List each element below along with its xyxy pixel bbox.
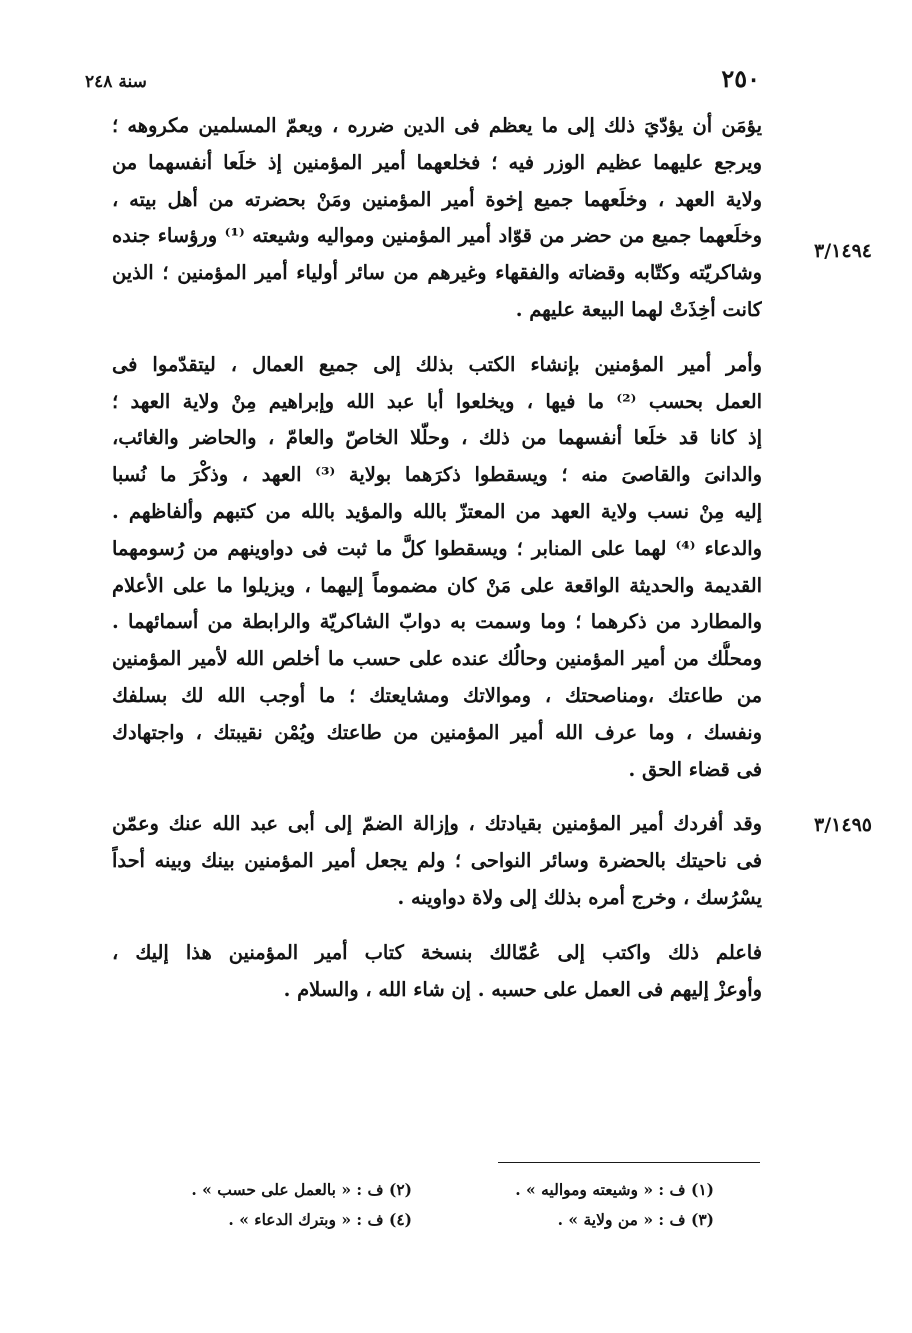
footnote: (١) ف : « وشيعته ومواليه » .	[515, 1180, 714, 1199]
text-line: فاعلم ذلك واكتب إلى عُمّالك بنسخة كتاب أمير المؤمنين هذا إليك ،	[112, 940, 762, 964]
paragraph	[112, 806, 762, 916]
text-line: وخلَعهما جميع من حضر من قوّاد أمير المؤمنين ومواليه وشيعته ⁽¹⁾ ورؤساء جنده	[112, 224, 762, 248]
paragraph	[112, 935, 762, 1009]
text-line: القديمة والحديثة الواقعة على مَنْ كان مضموماً إليهما ، ويزيلوا ما على الأعلام	[112, 573, 762, 597]
paragraph	[112, 347, 762, 789]
margin-reference: ٣/١٤٩٥	[814, 814, 872, 836]
text-line: ونفسك ، وما عرف الله أمير المؤمنين من طاعتك ويُمْن نقيبتك ، واجتهادك	[112, 720, 762, 744]
paragraph	[112, 108, 762, 329]
text-line: من طاعتك ،ومناصحتك ، وموالاتك ومشايعتك ؛ ما أوجب الله لك بسلفك	[112, 683, 762, 707]
running-header-year: سنة ٢٤٨	[85, 72, 147, 92]
text-line: ومحلُّك من أمير المؤمنين وحالُك عنده على حسب ما أخلص الله لأمير المؤمنين	[112, 647, 762, 671]
text-line: ويرجع عليهما عظيم الوزر فيه ؛ فخلعهما أمير المؤمنين إذ خلَعا أنفسهما من	[112, 150, 762, 174]
margin-reference: ٣/١٤٩٤	[814, 240, 872, 262]
text-line: يسْرُسك ، وخرج أمره بذلك إلى ولاة دواوينه .	[397, 885, 762, 909]
text-line: والمطارد من ذكرهما ؛ وما وسمت به دوابّ الشاكريّة والرابطة من أسمائهما .	[112, 610, 762, 634]
text-line: فى ناحيتك بالحضرة وسائر النواحى ؛ ولم يجعل أمير المؤمنين بينك وبينه أحداً	[112, 849, 762, 873]
text-line: ولاية العهد ، وخلَعهما جميع إخوة أمير المؤمنين ومَنْ بحضرته من أهل بيته ،	[112, 187, 762, 211]
text-line: فى قضاء الحق .	[628, 757, 762, 781]
text-line: وقد أفردك أمير المؤمنين بقيادتك ، وإزالة الضمّ إلى أبى عبد الله عنك وعمّن	[112, 812, 762, 836]
text-line: وأوعزْ إليهم فى العمل على حسبه . إن شاء الله ، والسلام .	[283, 977, 762, 1001]
text-line: العمل بحسب ⁽²⁾ ما فيها ، ويخلعوا أبا عبد الله وإبراهيم مِنْ ولاية العهد ؛	[112, 389, 762, 413]
footnote-divider	[498, 1162, 760, 1163]
page-number: ٢٥٠	[721, 64, 760, 93]
text-line: إليه مِنْ نسب ولاية العهد من المعتزّ بالله والمؤيد بالله من كتبهم وألفاظهم .	[112, 499, 762, 523]
paragraph-gap	[112, 788, 762, 806]
paragraph-gap	[112, 917, 762, 935]
paragraph-gap	[112, 329, 762, 347]
text-line: والدعاء ⁽⁴⁾ لهما على المنابر ؛ ويسقطوا كلَّ ما ثبت فى دواوينهم من رُسومهما	[112, 536, 762, 560]
text-line: إذ كانا قد خلَعا أنفسهما من ذلك ، وحلّلا الخاصّ والعامّ ، والحاضر والغائب،	[112, 426, 762, 450]
text-line: يؤمَن أن يؤدّيَ ذلك إلى ما يعظم فى الدين ضرره ، ويعمّ المسلمين مكروهه ؛	[112, 114, 762, 137]
text-line: وشاكريّته وكتّابه وقضاته والفقهاء وغيرهم من سائر أولياء أمير المؤمنين ؛ الذين	[112, 261, 762, 285]
text-line: كانت أخِذَتْ لهما البيعة عليهم .	[515, 297, 762, 321]
text-line: وأمر أمير المؤمنين بإنشاء الكتب بذلك إلى جميع العمال ، ليتقدّموا فى	[112, 352, 762, 376]
main-text	[112, 108, 762, 1008]
footnote: (٢) ف : « بالعمل على حسب » .	[191, 1180, 412, 1199]
text-line: والدانىَ والقاصىَ منه ؛ ويسقطوا ذكرَهما بولاية ⁽³⁾ العهد ، وذكْرَ ما نُسبا	[112, 463, 762, 487]
footnote: (٣) ف : « من ولاية » .	[557, 1210, 714, 1229]
footnote: (٤) ف : « وبترك الدعاء » .	[228, 1210, 412, 1229]
